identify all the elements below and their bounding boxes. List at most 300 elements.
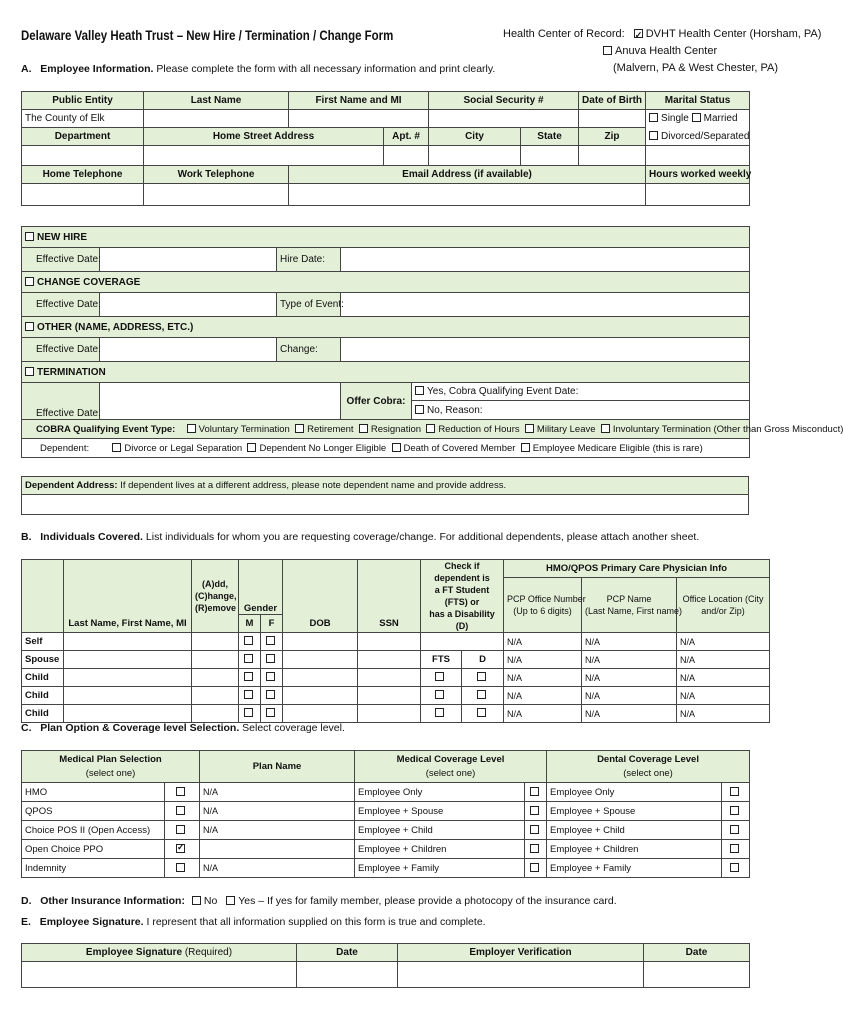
change-coverage-row [22,272,750,293]
col-department: Department [22,128,144,146]
fts-cell [421,705,462,723]
pcp-office-label: PCP Office Number [507,594,586,604]
plan-checkbox[interactable] [176,825,185,834]
pcp-office-value[interactable]: N/A [504,633,582,651]
medical-plan-header [22,751,200,783]
medical-level-label: Employee + Children [355,840,525,859]
medical-coverage-header [355,751,547,783]
pcp-office-value[interactable]: N/A [504,687,582,705]
other-label: OTHER (NAME, ADDRESS, ETC.) [37,321,194,333]
fts-checkbox[interactable] [435,672,444,681]
dental-level-checkbox[interactable] [730,844,739,853]
d-checkbox[interactable] [477,672,486,681]
other-ins-no-label: No [203,895,218,907]
pcp-office-value[interactable]: N/A [504,669,582,687]
state-field[interactable] [521,146,579,166]
health-center-label: Health Center of Record: [503,28,625,40]
d-cell [462,669,504,687]
gender-f-checkbox[interactable] [266,708,275,717]
medical-coverage-label: Medical Coverage Level [396,753,505,765]
plan-cell [165,821,200,840]
dependent-address-header [22,477,749,495]
home-address-field[interactable] [144,146,384,166]
col-ssn: Social Security # [429,92,579,110]
medical-level-cell [525,783,547,802]
pcp-name-label: PCP Name [606,594,652,604]
plan-label: Indemnity [22,859,165,878]
gender-f [261,705,283,723]
d-header: D [462,651,504,669]
single-label: Single [661,113,689,125]
other-ins-yes-label: Yes – If yes for family member, please provide a photocopy of the insurance card. [238,895,617,907]
dental-level-checkbox[interactable] [730,863,739,872]
plan-label: QPOS [22,802,165,821]
military-checkbox[interactable] [525,424,534,433]
gender-f [261,633,283,651]
anuva-option: Anuva Health Center [615,45,718,57]
gender-m [239,669,261,687]
acr-field[interactable] [192,633,239,651]
voluntary-checkbox[interactable] [187,424,196,433]
involuntary-checkbox[interactable] [601,424,610,433]
section-b-heading [21,531,699,543]
signature-required: (Required) [184,947,233,958]
reduction-label: Reduction of Hours [438,423,520,435]
col-ssn-b: SSN [358,560,421,633]
medical-level-cell [525,821,547,840]
gender-m-checkbox[interactable] [244,636,253,645]
gender-m [239,651,261,669]
col-f: F [261,615,283,633]
office-loc-value[interactable]: N/A [677,669,770,687]
row-label-child: Child [22,705,64,723]
gender-f [261,669,283,687]
medical-level-cell [525,859,547,878]
medical-coverage-select-one: (select one) [425,767,476,779]
dob-field-b[interactable] [283,633,358,651]
type-of-event-label: Type of Event: [277,293,341,317]
ssn-field-b[interactable] [358,633,421,651]
cobra-no-checkbox[interactable] [415,405,424,414]
medical-plan-label: Medical Plan Selection [59,753,162,765]
plan-name-value[interactable] [200,840,355,859]
gender-m [239,633,261,651]
married-checkbox[interactable] [692,113,701,122]
plan-name-value[interactable]: N/A [200,802,355,821]
cobra-no-label: No, Reason: [427,404,483,416]
col-marital: Marital Status [646,92,750,110]
dental-coverage-select-one: (select one) [623,767,673,779]
gender-f-checkbox[interactable] [266,654,275,663]
office-loc-value[interactable]: N/A [677,633,770,651]
other-row [22,317,750,338]
marital-divorced [646,128,750,146]
ssn-field-b[interactable] [358,651,421,669]
col-home-address: Home Street Address [144,128,384,146]
section-a-heading [21,63,495,75]
medical-level-label: Employee Only [355,783,525,802]
signature-table [21,943,750,988]
section-e-heading [21,916,486,928]
medical-plan-select-one: (select one) [85,767,136,779]
retirement-label: Retirement [307,423,354,435]
plan-label: HMO [22,783,165,802]
medical-level-label: Employee + Child [355,821,525,840]
medical-level-label: Employee + Family [355,859,525,878]
voluntary-label: Voluntary Termination [198,423,290,435]
dvht-checkbox[interactable] [634,29,643,38]
department-field[interactable] [22,146,144,166]
row-label-child: Child [22,687,64,705]
change-coverage-checkbox[interactable] [25,277,34,286]
cobra-yes-checkbox[interactable] [415,386,424,395]
plan-name-value[interactable]: N/A [200,783,355,802]
section-a-instructions: Please complete the form with all necessary information and print clearly. [156,63,496,75]
col-office-location [677,578,770,633]
gender-f-checkbox[interactable] [266,636,275,645]
dependent-address-table [21,476,749,515]
offer-cobra-label: Offer Cobra: [341,383,412,420]
col-individual-name: Last Name, First Name, MI [64,560,192,633]
col-public-entity: Public Entity [22,92,144,110]
involuntary-label: Involuntary Termination (Other than Gross Misconduct) [612,423,843,435]
fts-cell [421,687,462,705]
medical-level-checkbox[interactable] [530,825,539,834]
dental-level-label: Employee + Children [547,840,722,859]
office-loc-value[interactable]: N/A [677,705,770,723]
new-hire-effective-field[interactable] [100,248,277,272]
dental-level-cell [722,802,750,821]
row-label-child: Child [22,669,64,687]
d-cell [462,705,504,723]
d-checkbox[interactable] [477,708,486,717]
change-effective-label: Effective Date: [22,293,100,317]
col-m: M [239,615,261,633]
pcp-office-value[interactable]: N/A [504,705,582,723]
form-title: Delaware Valley Heath Trust – New Hire / Termination / Change Form [21,27,394,43]
gender-m-checkbox[interactable] [244,654,253,663]
dob-field[interactable] [579,110,646,128]
plan-checkbox[interactable] [176,806,185,815]
section-d-heading [21,895,617,907]
col-dependent-check [421,560,504,633]
section-e-letter: E. [21,916,31,928]
section-c-instructions: Select coverage level. [242,722,345,734]
col-last-name: Last Name [144,92,289,110]
plan-label: Choice POS II (Open Access) [22,821,165,840]
col-hours: Hours worked weekly [646,166,750,184]
row-label-spouse: Spouse [22,651,64,669]
plan-cell [165,859,200,878]
col-work-phone: Work Telephone [144,166,289,184]
medical-level-cell [525,802,547,821]
medicare-checkbox[interactable] [521,443,530,452]
col-email: Email Address (if available) [289,166,646,184]
plan-name-value[interactable]: N/A [200,821,355,840]
pcp-name-value[interactable]: N/A [582,651,677,669]
ssn-field[interactable] [429,110,579,128]
name-field[interactable] [64,633,192,651]
divorced-label: Divorced/Separated [661,130,750,142]
office-loc-value[interactable]: N/A [677,687,770,705]
medical-level-cell [525,840,547,859]
row-label-self: Self [22,633,64,651]
type-of-event-field[interactable] [341,293,750,317]
col-city: City [429,128,521,146]
dental-level-label: Employee Only [547,783,722,802]
dental-coverage-label: Dental Coverage Level [597,753,699,765]
employee-signature-header [22,944,297,962]
plan-name-value[interactable]: N/A [200,859,355,878]
col-zip: Zip [579,128,646,146]
plan-selection-table [21,750,750,878]
section-a-title: Employee Information. [40,63,154,75]
fts-cell [421,669,462,687]
employer-verification-field[interactable] [398,962,644,988]
other-effective-field[interactable] [100,338,277,362]
acr-field[interactable] [192,669,239,687]
dependent-label: Dependent: [40,442,90,454]
divorced-checkbox[interactable] [649,131,658,140]
remove-label: (R)emove [195,603,237,613]
section-b-letter: B. [21,531,32,543]
new-hire-effective-label: Effective Date: [22,248,100,272]
single-checkbox[interactable] [649,113,658,122]
apt-field[interactable] [384,146,429,166]
gender-m-checkbox[interactable] [244,690,253,699]
col-apt: Apt. # [384,128,429,146]
dependent-event-row [22,439,750,458]
section-d-letter: D. [21,895,32,907]
check-line-1: Check if dependent is [434,561,490,583]
dental-level-checkbox[interactable] [730,787,739,796]
section-b-instructions: List individuals for whom you are requesting coverage/change. For additional dependents, please attach another sheet. [145,531,700,543]
dental-level-cell [722,783,750,802]
col-first-name: First Name and MI [289,92,429,110]
fts-header: FTS [421,651,462,669]
pcp-office-sub: (Up to 6 digits) [513,606,572,616]
medical-level-checkbox[interactable] [530,863,539,872]
col-dob-b: DOB [283,560,358,633]
col-home-phone: Home Telephone [22,166,144,184]
pcp-name-value[interactable]: N/A [582,669,677,687]
dental-level-checkbox[interactable] [730,806,739,815]
gender-m-checkbox[interactable] [244,708,253,717]
section-d-title: Other Insurance Information: [40,895,185,907]
signature-date-field[interactable] [297,962,398,988]
name-field[interactable] [64,651,192,669]
new-hire-row [22,227,750,248]
gender-m [239,705,261,723]
add-label: (A)dd, [202,579,228,589]
work-phone-field[interactable] [144,184,289,206]
change-label-b: (C)hange, [195,591,237,601]
city-field[interactable] [429,146,521,166]
name-field[interactable] [64,705,192,723]
acr-field[interactable] [192,705,239,723]
health-center-block [503,26,821,77]
hire-date-field[interactable] [341,248,750,272]
col-add-change-remove [192,560,239,633]
cobra-yes-option [412,383,750,401]
employee-info-table [21,91,750,206]
medical-level-checkbox[interactable] [530,806,539,815]
other-ins-no-checkbox[interactable] [192,896,201,905]
retirement-checkbox[interactable] [295,424,304,433]
cobra-event-type-label: COBRA Qualifying Event Type: [36,423,176,435]
dvht-option: DVHT Health Center (Horsham, PA) [645,28,822,40]
check-line-2: a FT Student (FTS) or [434,585,490,607]
plan-checkbox[interactable] [176,787,185,796]
plan-cell [165,802,200,821]
office-loc-label: Office Location [682,594,743,604]
death-checkbox[interactable] [392,443,401,452]
gender-f-checkbox[interactable] [266,690,275,699]
dental-coverage-header [547,751,750,783]
termination-label: TERMINATION [37,366,106,378]
dependent-address-field[interactable] [22,495,749,515]
no-longer-eligible-label: Dependent No Longer Eligible [259,442,387,454]
acr-field[interactable] [192,651,239,669]
pcp-name-value[interactable]: N/A [582,633,677,651]
section-e-text: I represent that all information supplied on this form is true and complete. [146,916,486,928]
fts-checkbox[interactable] [435,708,444,717]
new-hire-label: NEW HIRE [37,231,87,243]
termination-row [22,362,750,383]
dental-level-cell [722,821,750,840]
medical-level-label: Employee + Spouse [355,802,525,821]
first-name-field[interactable] [289,110,429,128]
resignation-label: Resignation [370,423,422,435]
married-label: Married [703,113,738,125]
divorce-label: Divorce or Legal Separation [124,442,243,454]
col-pcp-name [582,578,683,633]
name-field[interactable] [64,669,192,687]
name-field[interactable] [64,687,192,705]
anuva-detail: (Malvern, PA & West Chester, PA) [613,62,779,74]
divorce-checkbox[interactable] [112,443,121,452]
gender-f [261,651,283,669]
change-effective-field[interactable] [100,293,277,317]
medical-level-checkbox[interactable] [530,787,539,796]
ssn-field-b[interactable] [358,705,421,723]
ssn-field-b[interactable] [358,687,421,705]
dental-level-cell [722,840,750,859]
date2-header: Date [644,944,750,962]
pcp-office-value[interactable]: N/A [504,651,582,669]
new-hire-checkbox[interactable] [25,232,34,241]
dob-field-b[interactable] [283,687,358,705]
section-e-title: Employee Signature. [39,916,144,928]
medical-level-checkbox[interactable] [530,844,539,853]
fts-checkbox[interactable] [435,690,444,699]
plan-name-header: Plan Name [200,751,355,783]
dependent-address-text: If dependent lives at a different address, please note dependent name and provide address. [120,480,507,491]
cobra-yes-label: Yes, Cobra Qualifying Event Date: [427,386,579,397]
employee-signature-label: Employee Signature [85,947,183,958]
section-c-heading [21,722,345,734]
plan-checkbox-checked[interactable] [176,844,185,853]
section-c-title: Plan Option & Coverage level Selection. [40,722,240,734]
change-coverage-label: CHANGE COVERAGE [37,276,141,288]
other-checkbox[interactable] [25,322,34,331]
last-name-field[interactable] [144,110,289,128]
cobra-event-type-row [22,420,843,439]
col-state: State [521,128,579,146]
anuva-checkbox[interactable] [603,46,612,55]
date-header: Date [297,944,398,962]
home-phone-field[interactable] [22,184,144,206]
dob-field-b[interactable] [283,651,358,669]
section-c-letter: C. [21,722,32,734]
pcp-name-value[interactable]: N/A [582,705,677,723]
dental-level-label: Employee + Child [547,821,722,840]
gender-m [239,687,261,705]
marital-single-married [646,110,750,128]
col-pcp-office [504,578,586,633]
pcp-name-sub: (Last Name, First name) [585,606,683,616]
hours-field[interactable] [646,184,750,206]
check-line-3: has a Disability (D) [429,609,495,631]
dob-field-b[interactable] [283,669,358,687]
term-effective-field[interactable] [100,383,341,420]
term-effective-label: Effective Date: [22,383,100,420]
acr-field[interactable] [192,687,239,705]
individuals-table [21,559,770,723]
other-effective-label: Effective Date: [22,338,100,362]
public-entity-value[interactable]: The County of Elk [22,110,144,128]
gender-f-checkbox[interactable] [266,672,275,681]
dental-level-checkbox[interactable] [730,825,739,834]
medicare-label: Employee Medicare Eligible (this is rare) [532,442,703,454]
no-longer-eligible-checkbox[interactable] [247,443,256,452]
office-loc-value[interactable]: N/A [677,651,770,669]
plan-label: Open Choice PPO [22,840,165,859]
employee-signature-field[interactable] [22,962,297,988]
change-label: Change: [277,338,341,362]
d-checkbox[interactable] [477,690,486,699]
resignation-checkbox[interactable] [359,424,368,433]
marital-blank [646,146,750,166]
d-cell [462,687,504,705]
cobra-no-option [412,401,750,420]
employer-verification-header: Employer Verification [398,944,644,962]
hire-date-label: Hire Date: [277,248,341,272]
verification-date-field[interactable] [644,962,750,988]
reduction-checkbox[interactable] [426,424,435,433]
blank-header [22,560,64,633]
termination-checkbox[interactable] [25,367,34,376]
other-ins-yes-checkbox[interactable] [226,896,235,905]
dental-level-cell [722,859,750,878]
zip-field[interactable] [579,146,646,166]
dependent-address-label: Dependent Address: [25,480,118,491]
hmo-header: HMO/QPOS Primary Care Physician Info [504,560,770,578]
office-loc-sub2: and/or Zip) [701,606,745,616]
pcp-name-value[interactable]: N/A [582,687,677,705]
plan-checkbox[interactable] [176,863,185,872]
email-field[interactable] [289,184,646,206]
dental-level-label: Employee + Family [547,859,722,878]
ssn-field-b[interactable] [358,669,421,687]
dependent-check-blank [421,633,504,651]
plan-cell [165,783,200,802]
col-gender: Gender [239,560,283,615]
dob-field-b[interactable] [283,705,358,723]
gender-m-checkbox[interactable] [244,672,253,681]
dental-level-label: Employee + Spouse [547,802,722,821]
change-field[interactable] [341,338,750,362]
